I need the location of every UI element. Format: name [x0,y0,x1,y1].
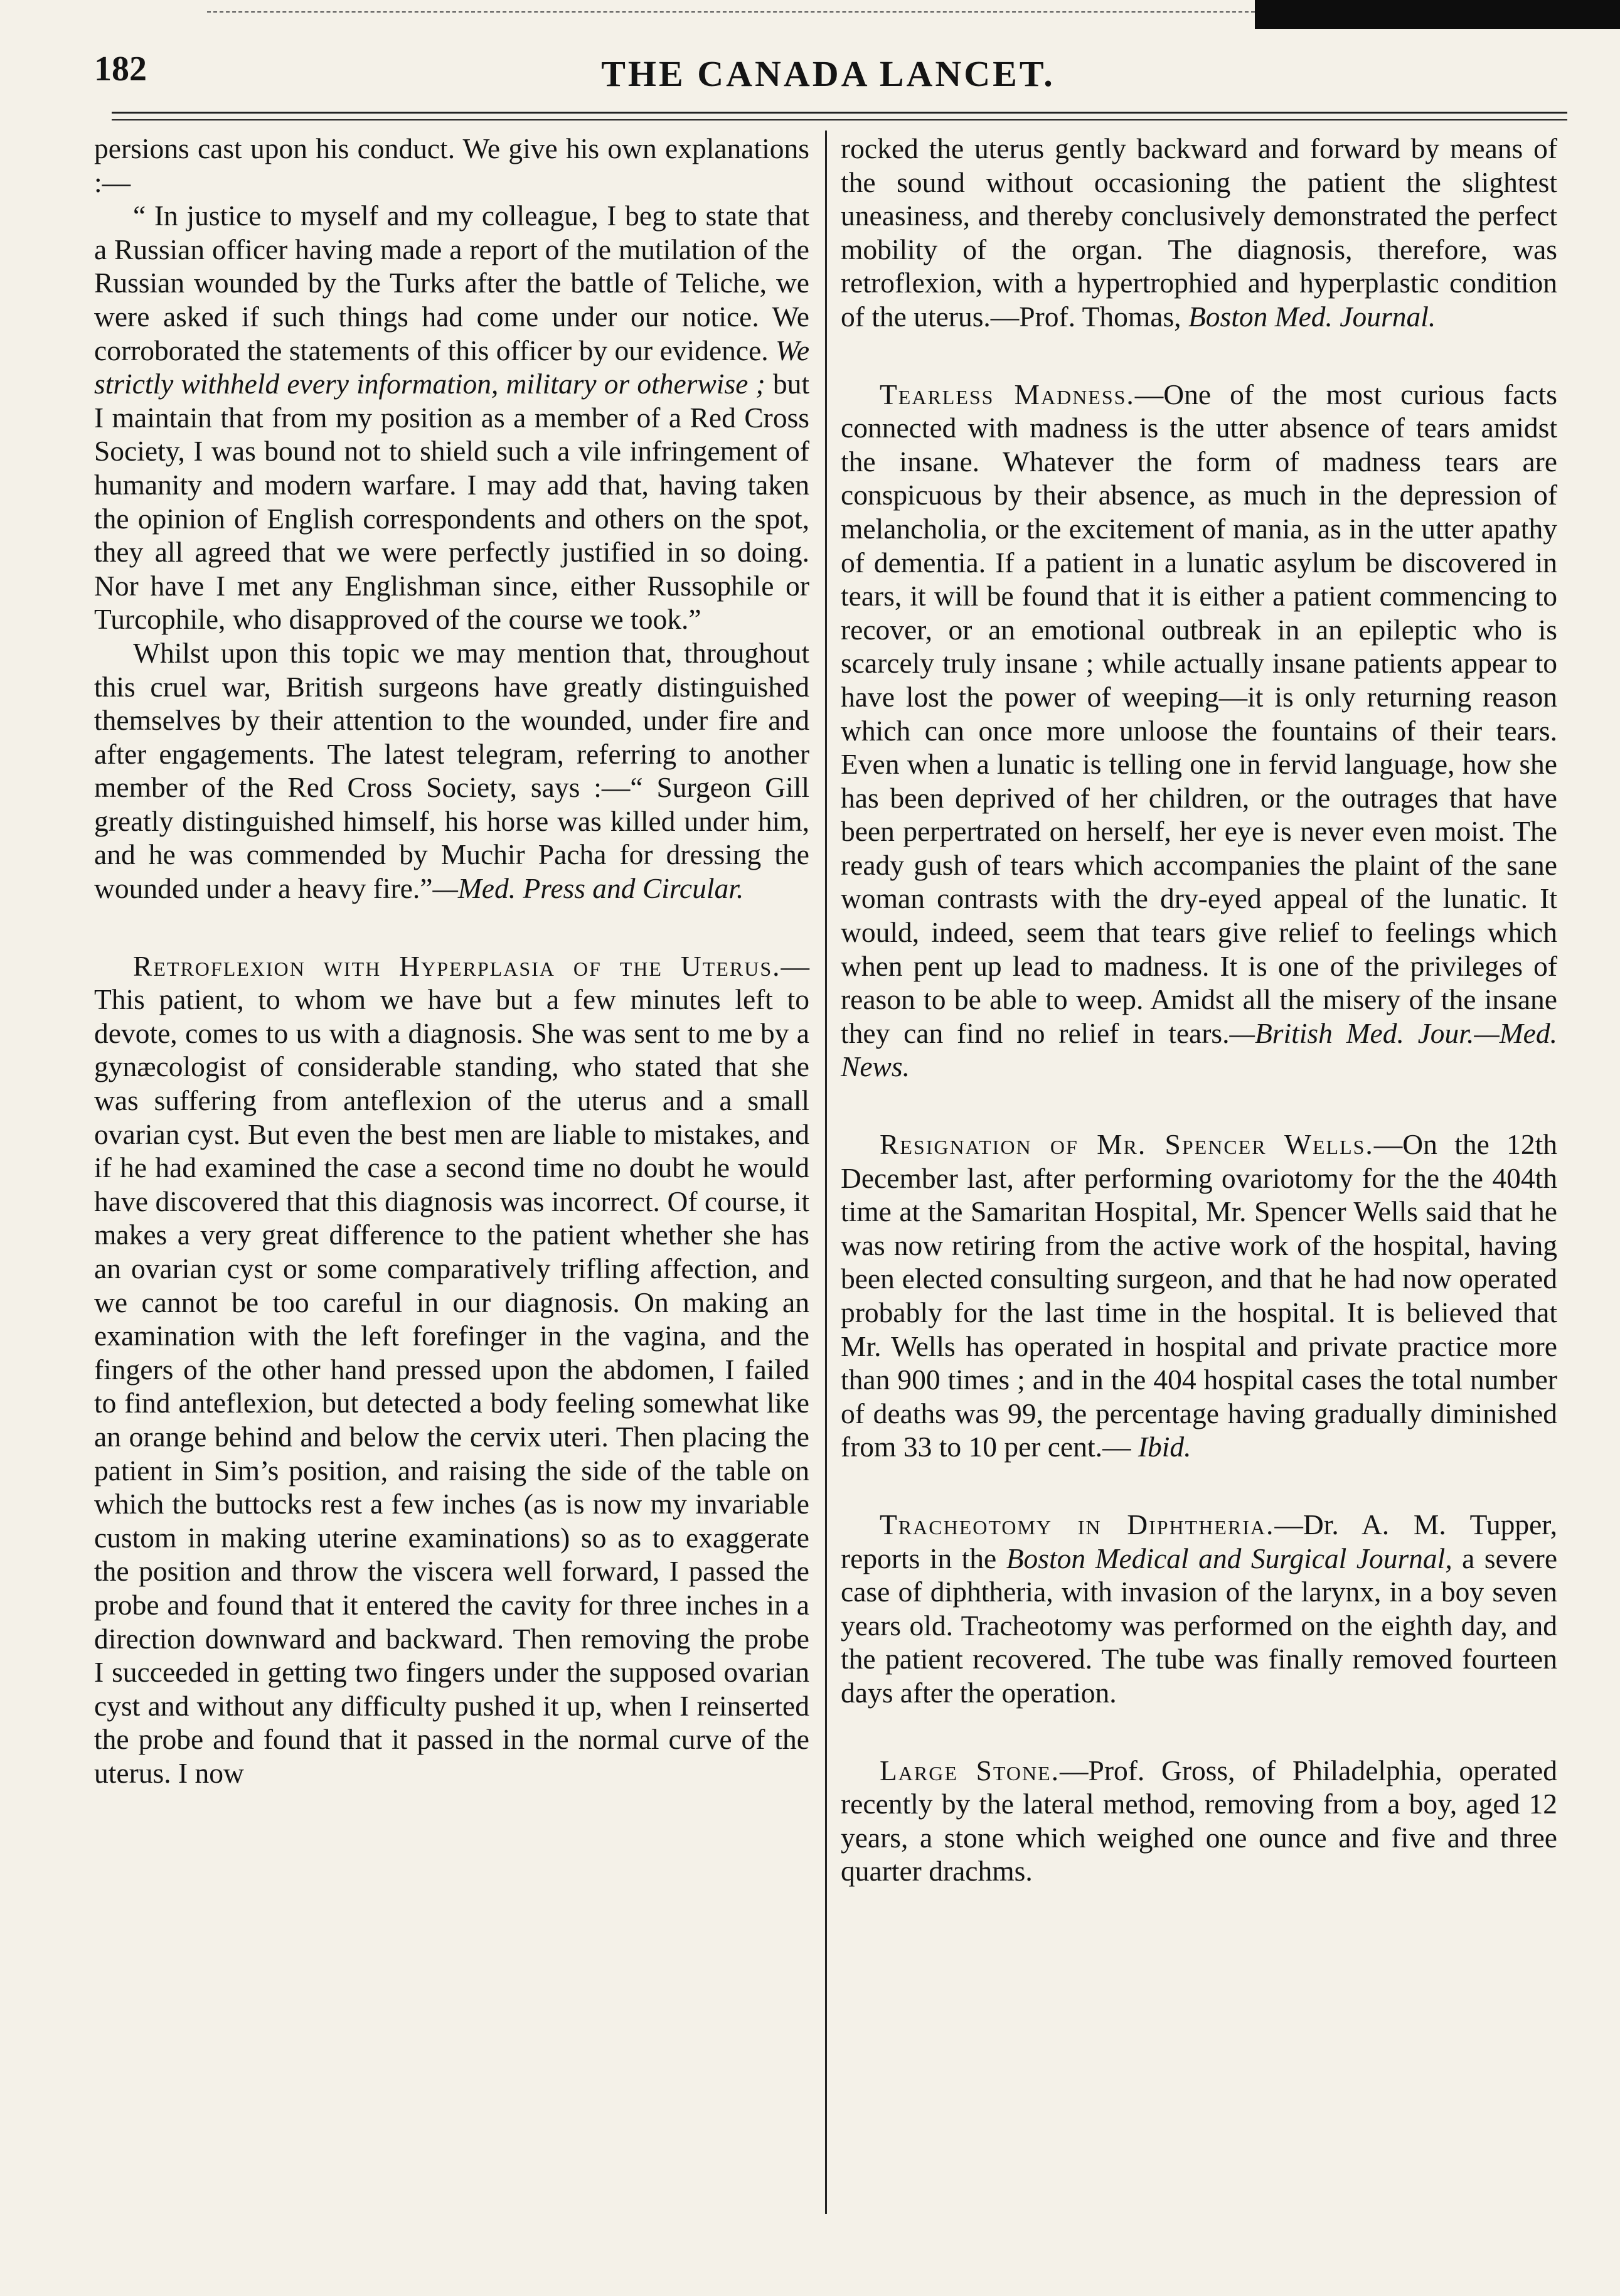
source-citation: Boston Med. Journal. [1188,300,1436,333]
source-citation: Ibid. [1138,1431,1191,1463]
article-body: rocked the uterus gently backward and forward by means of the sound without occasioning the patient the slightest uneasiness, and thereby conclusively demonstrated the perfect mobility of the organ. The diagnosis, therefore, was retroflexion, with a hypertrophied and hyperplastic condition of the uterus.—Prof. Thomas, [841,132,1557,333]
page-header [88,49,1569,99]
column-divider [825,131,827,2214]
article-large-stone [841,1754,1557,1888]
source-citation: —Med. Press and Circular. [432,872,744,905]
scan-edge-mark [1255,0,1620,29]
journal-title: Boston Medical and Surgical Journal, [1006,1542,1452,1574]
paragraph-text: persions cast upon his conduct. We give his own explanations :— [94,132,809,198]
quoted-statement [94,199,809,636]
paragraph-text: “ In justice to myself and my colleague, I beg to state that a Russian officer having made a report of the mutilation of the Russian wounded by the Turks after the battle of Teliche, we were asked if such things had come under our notice. We corroborated the statements of this officer by our evidence. [94,200,809,366]
article-heading: Large Stone. [880,1754,1060,1786]
header-rule-secondary [112,119,1567,120]
left-column [94,132,809,1790]
article-body: —Dr. A. M. Tupper, reports in the [841,1508,1557,1574]
page-number: 182 [94,50,147,88]
article-tracheotomy [841,1508,1557,1710]
header-rule [112,112,1567,114]
article-heading: Tracheotomy in Diphtheria. [880,1508,1275,1540]
article-heading: Resignation of Mr. Spencer Wells. [880,1128,1374,1161]
running-title: THE CANADA LANCET. [601,53,1055,94]
article-body: —One of the most curious facts connected with madness is the utter absence of tears amidst the insane. Whatever the form of madness tears are conspicuous by their absence, as much in the depression of melancholia, or the excitement of mania, as in the utter apathy of dementia. If a patient in a lunatic asylum be discovered in tears, it will be found that it is either a patient commencing to recover, or an emotional outbreak in an epileptic who is scarcely truly insane ; while actually insane patients appear to have lost the power of weeping—it is only returning reason which can once more unloose the fountains of their tears. Even when a lunatic is telling one in fervid language, how she has been deprived of her children, or the outrages that have been perpertrated on herself, her eye is never even moist. The ready gush of tears which accompanies the plaint of the sane woman contrasts with the dry-eyed appeal of the lunatic. It would, indeed, seem that tears give relief to feelings which when pent up lead to madness. It is one of the privileges of reason to be able to weep. Amidst all the misery of the insane they can find no relief in tears. [841,378,1557,1049]
right-column [841,132,1557,1888]
article-retroflexion [94,949,809,1790]
article-body: —Prof. Gross, of Philadelphia, operated recently by the lateral method, removing from a boy, aged 12 years, a stone which weighed one ounce and five and three quarter drachms. [841,1754,1557,1888]
article-heading: Tearless Madness. [880,378,1135,410]
paragraph-text: Whilst upon this topic we may mention that, throughout this cruel war, British surgeons have greatly distinguished themselves by their attention to the wounded, under fire and after engagements. The latest telegram, referring to another member of the Red Cross Society, says :—“ Surgeon Gill greatly distinguished himself, his horse was killed under him, and he was commended by Muchir Pacha for dressing the wounded under a heavy fire.” [94,636,809,905]
article-body: —On the 12th December last, after performing ovariotomy for the the 404th time at the Samaritan Hospital, Mr. Spencer Wells said that he was now retiring from the active work of the hospital, having been elected consulting surgeon, and that he had now operated probably for the last time in the hospital. It is believed that Mr. Wells has operated in hospital and private practice more than 900 times ; and in the 404 hospital cases the total number of deaths was 99, the percentage having gradually diminished from 33 to 10 per cent.— [841,1128,1557,1463]
source-citation: —British Med. Jour.—Med. News. [841,1017,1557,1083]
article-tearless-madness [841,378,1557,1084]
article-heading: Retroflexion with Hyperplasia of the Uterus. [133,949,781,982]
article-body: —This patient, to whom we have but a few minutes left to devote, comes to us with a diagnosis. She was sent to me by a gynæcologist of considerable standing, who stated that she was suffering from anteflexion of the uterus and a small ovarian cyst. But even the best men are liable to mistakes, and if he had examined the case a second time no doubt he would have discovered that this diagnosis was incorrect. Of course, it makes a very great difference to the patient whether she has an ovarian cyst or some comparatively trifling affection, and we cannot be too careful in our diagnosis. On making an examination with the left forefinger in the vagina, and the fingers of the other hand pressed upon the abdomen, I failed to find anteflexion, but detected a body feeling somewhat like an orange behind and below the cervix uteri. Then placing the patient in Sim’s position, and raising the side of the table on which the buttocks rest a few inches (as is now my invariable custom in making uterine examinations) so as to exaggerate the position and throw the viscera well forward, I passed the probe and found that it entered the cavity for three inches in a direction downward and backward. Then removing the probe I succeeded in getting two fingers under the supposed ovarian cyst and without any difficulty pushed it up, when I reinserted the probe and found that it passed in the normal curve of the uterus. I now [94,949,809,1789]
paragraph [94,132,809,199]
scan-top-rule [207,11,1255,13]
article-body: a severe case of diphtheria, with invasion of the larynx, in a boy seven years old. Tracheotomy was performed on the eighth day, and the patient recovered. The tube was finally removed fourteen days after the operation. [841,1542,1558,1709]
article-retroflexion-continued [841,132,1557,334]
paragraph-text: but I maintain that from my position as a member of a Red Cross Society, I was bound not to shield such a vile infringement of humanity and modern warfare. I may add that, having taken the opinion of English correspondents and others on the spot, they all agreed that we were perfectly justified in so doing. Nor have I met any Englishman since, either Russophile or Turcophile, who disapproved of the course we took.” [94,368,810,636]
emphasis: We strictly withheld every information, military or otherwise ; [94,334,810,400]
paragraph [94,636,809,905]
article-spencer-wells [841,1128,1557,1464]
